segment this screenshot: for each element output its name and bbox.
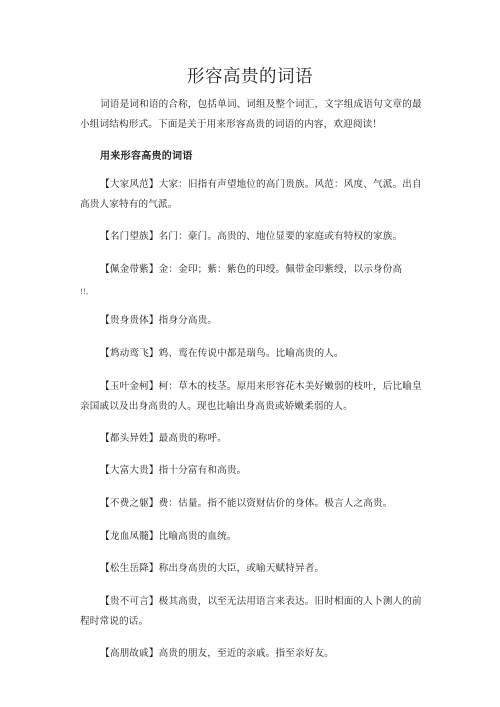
entry-paragraph: 【龙血凤髓】比喻高贵的血统。 — [100, 531, 237, 542]
entry-paragraph: 【贵身贵体】指身分高贵。 — [100, 315, 218, 326]
entry-paragraph: 【都头异姓】最高贵的称呼。 — [100, 433, 227, 444]
entry-paragraph: 【鸩动鸾飞】鸩、鸾在传说中都是瑞鸟。比喻高贵的人。 — [100, 348, 344, 359]
entry-paragraph: 【大富大贵】指十分富有和高贵。 — [100, 465, 247, 476]
entry-paragraph: 【大家风范】大家：旧指有声望地位的高门贵族。风范：风度、气派。出自高贵人家特有的气派。 — [80, 179, 422, 210]
section-heading: 用来形容高贵的词语 — [100, 151, 193, 162]
entry-paragraph: 【不费之躯】费：估量。指不能以资财估价的身体。极言人之高贵。 — [100, 498, 393, 509]
entry-paragraph: 【名门望族】名门：豪门。高贵的、地位显要的家庭或有特权的家族。 — [100, 231, 403, 242]
entry-paragraph: 【贵不可言】极其高贵，以至无法用语言来表达。旧时相面的人卜测人的前程时常说的话。 — [80, 596, 422, 627]
entry-paragraph: 【高朋故戚】高贵的朋友，至近的亲戚。指至亲好友。 — [100, 648, 335, 659]
document-title: 形容高贵的词语 — [187, 67, 313, 87]
entry-paragraph: 【松生岳降】称出身高贵的大臣，或喻天赋特异者。 — [100, 563, 325, 574]
intro-paragraph: 词语是词和语的合称，包括单词、词组及整个词汇，文字组成语句文章的最小组词结构形式。下面是关于用来形容高贵的词语的内容，欢迎阅读！ — [80, 99, 422, 130]
entry-paragraph: 【佩金带紫】金：金印；紫：紫色的印绶。佩带金印紫绶，以示身份高 — [100, 264, 403, 275]
entry-paragraph: 【玉叶金柯】柯：草木的枝茎。原用来形容花木美好嫩弱的枝叶，后比喻皇亲国戚以及出身高贵的人。现也比喻出身高贵或娇嫩柔弱的人。 — [80, 381, 422, 412]
stray-mark: !!。 — [80, 288, 93, 296]
